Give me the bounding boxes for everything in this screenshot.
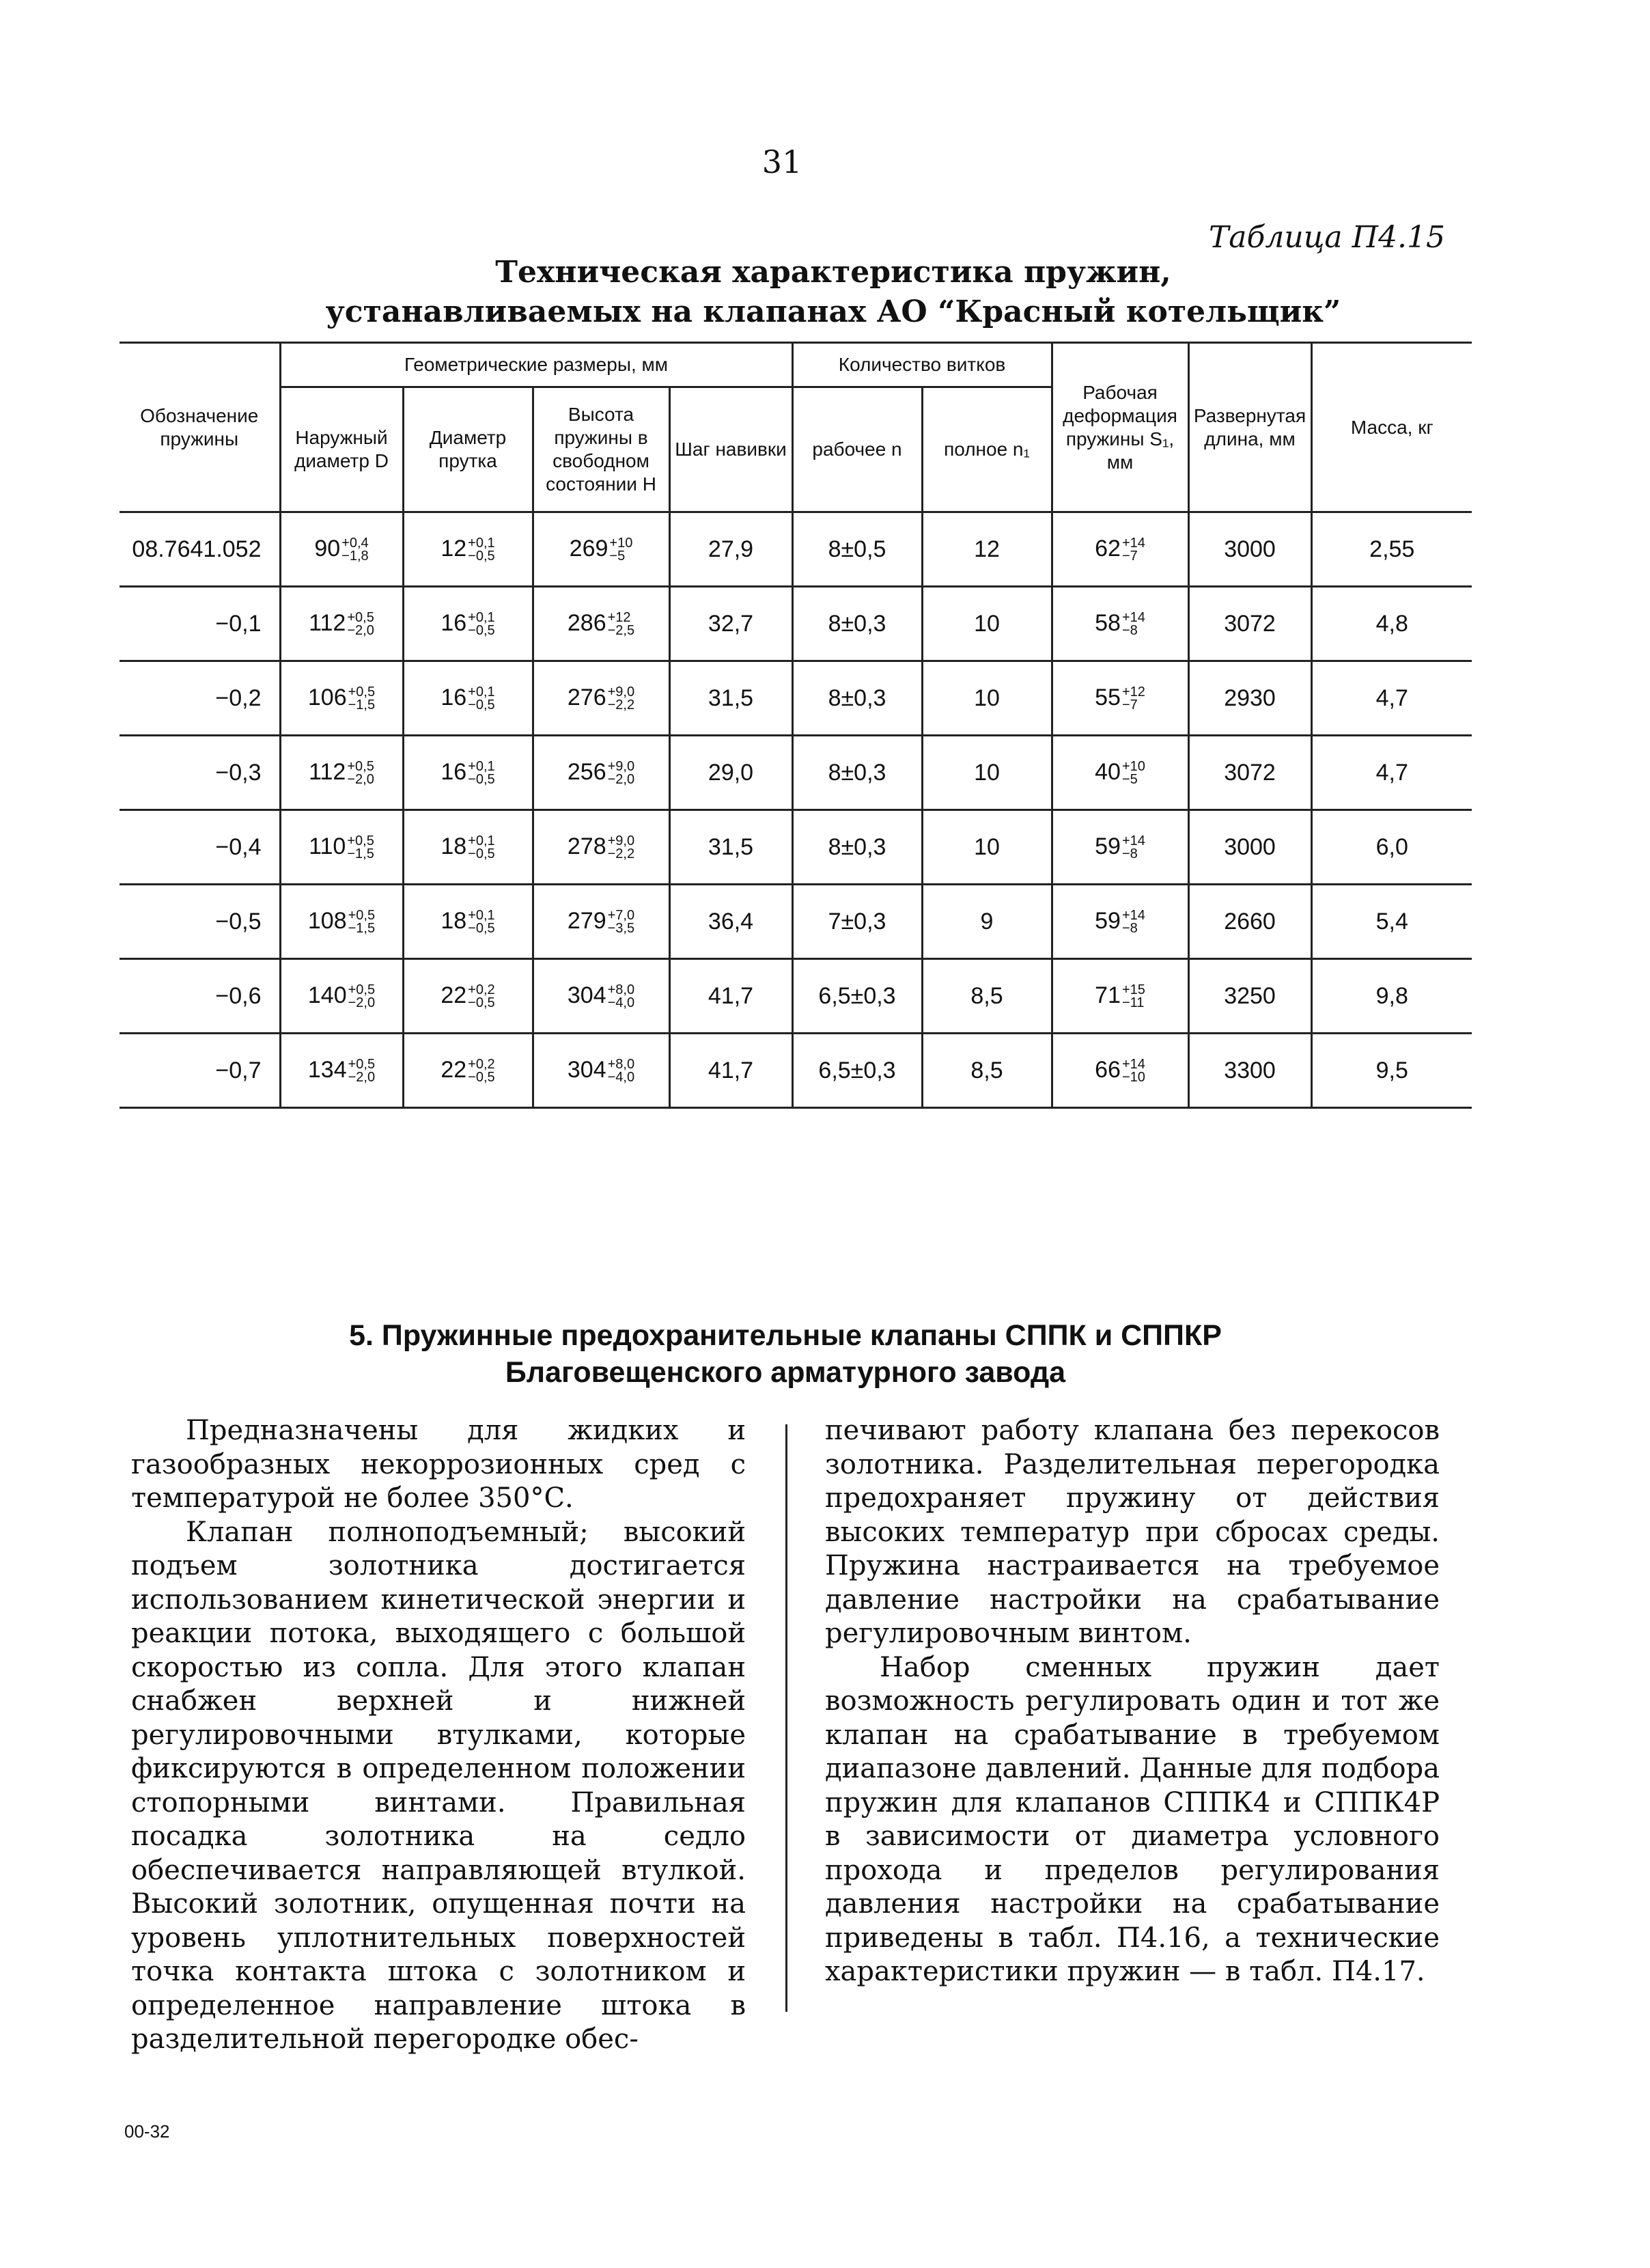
section-title-line: 5. Пружинные предохранительные клапаны СППК и СППКР (349, 1319, 1222, 1352)
cell-designation: −0,5 (120, 885, 280, 959)
tolerance-upper: +0,5 (348, 908, 376, 923)
tolerance (341, 537, 368, 563)
cell-outer-diameter (280, 959, 403, 1034)
page-number: 31 (761, 143, 802, 180)
cell-full-turns: 10 (922, 736, 1052, 810)
nominal-value: 134 (307, 1056, 347, 1083)
cell-developed-length: 3250 (1188, 959, 1311, 1034)
cell-developed-length: 3000 (1188, 512, 1311, 587)
cell-free-height (533, 661, 669, 736)
table-row (120, 587, 1472, 661)
cell-working-turns: 8±0,3 (792, 587, 922, 661)
tolerance (348, 984, 375, 1010)
tolerance-lower: −0,5 (468, 995, 495, 1010)
table-row (120, 736, 1472, 810)
cell-working-deformation (1052, 885, 1188, 959)
cell-pitch: 31,5 (669, 661, 792, 736)
tolerance (468, 537, 494, 563)
nominal-value: 58 (1095, 609, 1121, 636)
nominal-value: 18 (441, 833, 467, 859)
tolerance-upper: +0,5 (347, 759, 374, 774)
tolerance (348, 1058, 375, 1084)
tolerance-upper: +0,1 (468, 536, 495, 551)
cell-free-height (533, 885, 669, 959)
cell-outer-diameter (280, 661, 403, 736)
tolerance (348, 686, 375, 712)
nominal-value: 256 (567, 758, 606, 785)
nominal-value: 16 (441, 684, 467, 710)
nominal-value: 71 (1095, 982, 1121, 1008)
cell-rod-diameter (403, 587, 533, 661)
header-full-turns: полное n₁ (922, 387, 1052, 512)
tolerance-upper: +12 (1121, 684, 1145, 700)
tolerance-upper: +0,4 (341, 536, 369, 551)
tolerance (348, 909, 375, 935)
tolerance-upper: +0,1 (468, 610, 495, 625)
nominal-value: 106 (307, 684, 347, 710)
cell-developed-length: 2930 (1188, 661, 1311, 736)
tolerance-lower: −2,0 (348, 995, 376, 1010)
tolerance-lower: −0,5 (468, 921, 495, 936)
tolerance-lower: −11 (1121, 995, 1145, 1010)
nominal-value: 59 (1095, 833, 1121, 859)
tolerance-lower: −10 (1121, 1070, 1145, 1085)
tolerance-lower: −1,5 (348, 697, 376, 713)
table-label: Таблица П4.15 (1208, 220, 1445, 255)
tolerance-lower: −2,0 (347, 623, 374, 638)
tolerance-lower: −0,5 (468, 772, 495, 787)
cell-developed-length: 3000 (1188, 810, 1311, 885)
header-working-turns: рабочее n (792, 387, 922, 512)
cell-designation: 08.7641.052 (120, 512, 280, 587)
header-geometric: Геометрические размеры, мм (280, 343, 792, 387)
header-rod-diameter: Диаметр прутка (403, 387, 533, 512)
cell-mass: 4,7 (1311, 661, 1472, 736)
cell-pitch: 41,7 (669, 959, 792, 1034)
tolerance-upper: +14 (1121, 908, 1145, 923)
cell-developed-length: 2660 (1188, 885, 1311, 959)
tolerance-lower: −4,0 (607, 995, 635, 1010)
cell-pitch: 27,9 (669, 512, 792, 587)
cell-mass: 4,8 (1311, 587, 1472, 661)
tolerance-lower: −1,8 (341, 549, 369, 564)
tolerance-upper: +10 (1121, 759, 1145, 774)
tolerance-lower: −1,5 (347, 846, 374, 861)
cell-outer-diameter (280, 587, 403, 661)
text-column-right (825, 1414, 1440, 1989)
tolerance-lower: −5 (609, 549, 626, 564)
tolerance-lower: −2,0 (348, 1070, 376, 1085)
nominal-value: 62 (1095, 535, 1121, 562)
tolerance-upper: +9,0 (607, 684, 635, 700)
tolerance (347, 835, 374, 861)
cell-designation: −0,7 (120, 1034, 280, 1108)
table-row (120, 661, 1472, 736)
cell-rod-diameter (403, 810, 533, 885)
nominal-value: 110 (309, 833, 346, 859)
tolerance-upper: +0,1 (468, 833, 495, 848)
cell-mass: 2,55 (1311, 512, 1472, 587)
nominal-value: 16 (441, 758, 467, 785)
tolerance-upper: +0,5 (348, 684, 376, 700)
tolerance (468, 686, 494, 712)
nominal-value: 278 (567, 833, 606, 859)
table-row (120, 885, 1472, 959)
paragraph: печивают работу клапана без перекосов золотника. Разделительная перегородка предохраняет пружину от действия высоких температур при сбросах среды. Пружина настраивается на требуемое давление настройки на срабатывание регулировочным винтом. (825, 1415, 1440, 1649)
cell-pitch: 29,0 (669, 736, 792, 810)
tolerance-lower: −8 (1121, 623, 1138, 638)
header-turns: Количество витков (792, 343, 1052, 387)
table-row (120, 810, 1472, 885)
cell-working-turns: 6,5±0,3 (792, 959, 922, 1034)
cell-outer-diameter (280, 1034, 403, 1108)
tolerance-upper: +14 (1121, 610, 1145, 625)
tolerance-upper: +14 (1121, 1057, 1145, 1072)
tolerance (1122, 686, 1145, 712)
cell-mass: 9,5 (1311, 1034, 1472, 1108)
table-title-line: Техническая характеристика пружин, (495, 255, 1171, 290)
tolerance-upper: +12 (607, 610, 631, 625)
tolerance (1122, 611, 1145, 637)
cell-full-turns: 10 (922, 661, 1052, 736)
table-title (287, 253, 1380, 332)
footer-code: 00-32 (124, 2121, 170, 2142)
spring-spec-table (120, 342, 1472, 1109)
tolerance (1122, 537, 1145, 563)
cell-designation: −0,6 (120, 959, 280, 1034)
nominal-value: 279 (567, 907, 606, 934)
header-pitch: Шаг навивки (669, 387, 792, 512)
table-body (120, 512, 1472, 1108)
nominal-value: 55 (1095, 684, 1121, 710)
tolerance-lower: −0,5 (468, 846, 495, 861)
tolerance-upper: +0,5 (347, 610, 374, 625)
table-row (120, 512, 1472, 587)
tolerance (608, 984, 634, 1010)
header-developed-length: Развернутая длина, мм (1188, 343, 1311, 512)
nominal-value: 90 (314, 535, 341, 562)
header-free-height: Высота пружины в свободном состоянии H (533, 387, 669, 512)
cell-full-turns: 8,5 (922, 1034, 1052, 1108)
cell-designation: −0,2 (120, 661, 280, 736)
tolerance-upper: +0,2 (468, 1057, 495, 1072)
nominal-value: 18 (441, 907, 467, 934)
cell-pitch: 31,5 (669, 810, 792, 885)
cell-rod-diameter (403, 661, 533, 736)
tolerance-lower: −8 (1121, 846, 1138, 861)
nominal-value: 16 (441, 609, 467, 636)
tolerance-upper: +8,0 (607, 982, 635, 997)
cell-designation: −0,1 (120, 587, 280, 661)
tolerance-lower: −4,0 (607, 1070, 635, 1085)
header-working-deformation: Рабочая деформация пружины S₁, мм (1052, 343, 1188, 512)
nominal-value: 286 (567, 609, 606, 636)
tolerance (1122, 909, 1145, 935)
tolerance-lower: −0,5 (468, 1070, 495, 1085)
cell-working-deformation (1052, 736, 1188, 810)
cell-pitch: 41,7 (669, 1034, 792, 1108)
section-title-line: Благовещенского арматурного завода (505, 1356, 1066, 1389)
tolerance-lower: −2,2 (607, 697, 635, 713)
cell-outer-diameter (280, 512, 403, 587)
paragraph: Клапан полноподъемный; высокий подъем золотника достигается использованием кинетической энергии и реакции потока, выходящего с большой скоростью из сопла. Для этого клапан снабжен верхней и нижней регулировочными втулками, которые фиксируются в определенном положении стопорными винтами. Правильная посадка золотника на седло обеспечивается направляющей втулкой. Высокий золотник, опущенная почти на уровень уплотнительных поверхностей точка контакта штока с золотником и определенное направление штока в разделительной перегородке обес- (131, 1516, 746, 2055)
tolerance (1122, 984, 1145, 1010)
cell-pitch: 36,4 (669, 885, 792, 959)
cell-mass: 4,7 (1311, 736, 1472, 810)
section-title (205, 1317, 1366, 1391)
cell-free-height (533, 587, 669, 661)
cell-mass: 6,0 (1311, 810, 1472, 885)
tolerance-upper: +9,0 (607, 833, 635, 848)
cell-mass: 9,8 (1311, 959, 1472, 1034)
tolerance (608, 909, 634, 935)
tolerance-lower: −0,5 (468, 697, 495, 713)
cell-free-height (533, 1034, 669, 1108)
tolerance-upper: +0,2 (468, 982, 495, 997)
tolerance-lower: −2,2 (607, 846, 635, 861)
tolerance-lower: −1,5 (348, 921, 376, 936)
cell-working-turns: 8±0,3 (792, 736, 922, 810)
table-title-line: устанавливаемых на клапанах АО “Красный котельщик” (325, 294, 1341, 329)
nominal-value: 22 (441, 982, 467, 1008)
tolerance-lower: −7 (1121, 549, 1138, 564)
tolerance-upper: +0,1 (468, 759, 495, 774)
tolerance (347, 611, 374, 637)
tolerance (468, 835, 494, 861)
cell-rod-diameter (403, 959, 533, 1034)
cell-outer-diameter (280, 885, 403, 959)
tolerance-lower: −2,5 (607, 623, 635, 638)
tolerance-upper: +14 (1121, 833, 1145, 848)
tolerance (1122, 835, 1145, 861)
tolerance (468, 1058, 494, 1084)
paragraph: Предназначены для жидких и газообразных некоррозионных сред с температурой не более 350°С. (131, 1415, 746, 1514)
tolerance (1122, 1058, 1145, 1084)
header-outer-diameter: Наружный диаметр D (280, 387, 403, 512)
cell-working-turns: 8±0,3 (792, 661, 922, 736)
tolerance (608, 835, 634, 861)
cell-working-deformation (1052, 512, 1188, 587)
tolerance (468, 760, 494, 786)
paragraph: Набор сменных пружин дает возможность регулировать один и тот же клапан на срабатывание в требуемом диапазоне давлений. Данные для подбора пружин для клапанов СППК4 и СППК4Р в зависимости от диаметра условного прохода и пределов регулирования давления настройки на срабатывание приведены в табл. П4.16, а технические характеристики пружин — в табл. П4.17. (825, 1651, 1440, 1987)
tolerance-upper: +8,0 (607, 1057, 635, 1072)
table-row (120, 1034, 1472, 1108)
nominal-value: 108 (307, 907, 347, 934)
tolerance-lower: −2,0 (347, 772, 374, 787)
cell-working-deformation (1052, 959, 1188, 1034)
cell-working-deformation (1052, 810, 1188, 885)
nominal-value: 304 (567, 982, 606, 1008)
cell-full-turns: 8,5 (922, 959, 1052, 1034)
nominal-value: 112 (309, 609, 346, 636)
text-column-left (131, 1414, 746, 2057)
tolerance (468, 611, 494, 637)
cell-developed-length: 3072 (1188, 736, 1311, 810)
nominal-value: 59 (1095, 907, 1121, 934)
tolerance-lower: −7 (1121, 697, 1138, 713)
cell-working-turns: 6,5±0,3 (792, 1034, 922, 1108)
tolerance-lower: −0,5 (468, 623, 495, 638)
nominal-value: 140 (307, 982, 347, 1008)
cell-full-turns: 12 (922, 512, 1052, 587)
cell-working-deformation (1052, 661, 1188, 736)
nominal-value: 112 (309, 758, 346, 785)
nominal-value: 304 (567, 1056, 606, 1083)
cell-outer-diameter (280, 736, 403, 810)
cell-working-turns: 7±0,3 (792, 885, 922, 959)
nominal-value: 22 (441, 1056, 467, 1083)
header-designation: Обозначение пружины (120, 343, 280, 512)
cell-full-turns: 9 (922, 885, 1052, 959)
tolerance-upper: +9,0 (607, 759, 635, 774)
tolerance-lower: −2,0 (607, 772, 635, 787)
cell-full-turns: 10 (922, 810, 1052, 885)
tolerance-upper: +0,1 (468, 908, 495, 923)
cell-working-deformation (1052, 587, 1188, 661)
cell-rod-diameter (403, 512, 533, 587)
cell-developed-length: 3300 (1188, 1034, 1311, 1108)
tolerance-lower: −5 (1121, 772, 1138, 787)
cell-rod-diameter (403, 885, 533, 959)
cell-free-height (533, 810, 669, 885)
cell-free-height (533, 736, 669, 810)
tolerance-lower: −8 (1121, 921, 1138, 936)
tolerance (1122, 760, 1145, 786)
nominal-value: 12 (441, 535, 467, 562)
cell-developed-length: 3072 (1188, 587, 1311, 661)
cell-working-deformation (1052, 1034, 1188, 1108)
tolerance-upper: +15 (1121, 982, 1145, 997)
tolerance-lower: −0,5 (468, 549, 495, 564)
tolerance (347, 760, 374, 786)
cell-full-turns: 10 (922, 587, 1052, 661)
nominal-value: 269 (569, 535, 609, 562)
cell-free-height (533, 959, 669, 1034)
tolerance-upper: +14 (1121, 536, 1145, 551)
tolerance-upper: +0,5 (348, 1057, 376, 1072)
nominal-value: 276 (567, 684, 606, 710)
header-mass: Масса, кг (1311, 343, 1472, 512)
cell-outer-diameter (280, 810, 403, 885)
nominal-value: 40 (1095, 758, 1121, 785)
cell-designation: −0,3 (120, 736, 280, 810)
cell-mass: 5,4 (1311, 885, 1472, 959)
tolerance-upper: +0,5 (348, 982, 376, 997)
cell-rod-diameter (403, 1034, 533, 1108)
table-row (120, 959, 1472, 1034)
tolerance-upper: +7,0 (607, 908, 635, 923)
cell-rod-diameter (403, 736, 533, 810)
cell-working-turns: 8±0,3 (792, 810, 922, 885)
cell-designation: −0,4 (120, 810, 280, 885)
nominal-value: 66 (1095, 1056, 1121, 1083)
tolerance (608, 611, 634, 637)
column-divider (785, 1424, 787, 2012)
tolerance-upper: +0,5 (347, 833, 374, 848)
tolerance-upper: +0,1 (468, 684, 495, 700)
cell-pitch: 32,7 (669, 587, 792, 661)
tolerance (608, 760, 634, 786)
tolerance (609, 537, 632, 563)
cell-free-height (533, 512, 669, 587)
tolerance (608, 686, 634, 712)
tolerance-lower: −3,5 (607, 921, 635, 936)
tolerance (468, 909, 494, 935)
tolerance-upper: +10 (609, 536, 633, 551)
tolerance (468, 984, 494, 1010)
tolerance (608, 1058, 634, 1084)
cell-working-turns: 8±0,5 (792, 512, 922, 587)
